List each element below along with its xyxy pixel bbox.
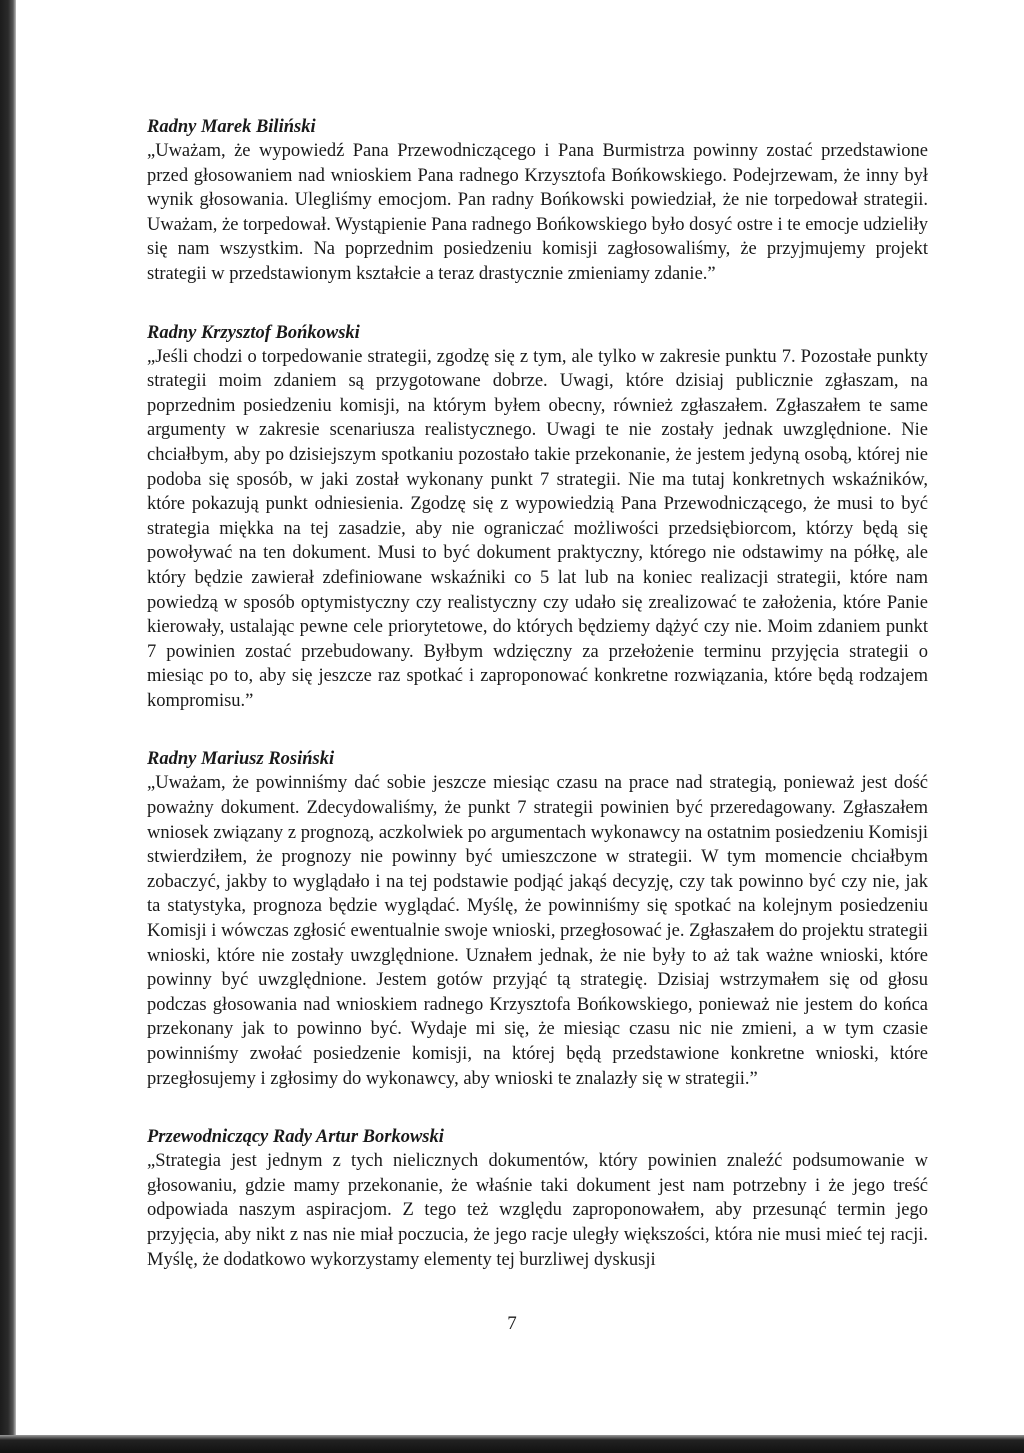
speech-text: „Jeśli chodzi o torpedowanie strategii, zgodzę się z tym, ale tylko w zakresie punktu 7. Pozostałe punkty strategii moim zdaniem są przygotowane dobrze. Uwagi, które dzisiaj publicznie zgłaszam, na poprzednim posiedzeniu komisji, na którym byłem obecny, również zgłaszałem. Zgłaszałem te same argumenty w zakresie scenariusza realistycznego. Uwagi te nie zostały jednak uwzględnione. Nie chciałbym, aby po dzisiejszym spotkaniu pozostało takie przekonanie, że jestem jedyną osobą, której nie podoba się sposób, w jaki został wykonany punkt 7 strategii. Nie ma tutaj konkretnych wskaźników, które pokazują punkt odniesienia. Zgodzę się z wypowiedzią Pana Przewodniczącego, że musi to być strategia miękka na tej zasadzie, aby nie ograniczać możliwości przedsiębiorcom, którzy będą się powoływać na ten dokument. Musi to być dokument praktyczny, którego nie odstawimy na półkę, ale który będzie zawierał zdefiniowane wskaźniki co 5 lat lub na koniec realizacji strategii, które nam powiedzą w sposób optymistyczny czy realistyczny czy udało się zrealizować te założenia, które Panie kierowały, ustalając pewne cele priorytetowe, do których będziemy dążyć czy nie. Moim zdaniem punkt 7 powinien zostać przebudowany. Byłbym wdzięczny za przełożenie terminu przyjęcia strategii o miesiąc po to, aby się jeszcze raz spotkać i zaproponować konkretne rozwiązania, które będą rodzajem kompromisu.”	[147, 346, 928, 711]
speech-section	[147, 321, 928, 714]
speaker-name: Radny Mariusz Rosiński	[147, 749, 335, 770]
speaker-name: Radny Krzysztof Bońkowski	[147, 322, 360, 343]
scan-border-left	[0, 0, 16, 1453]
speaker-name: Radny Marek Biliński	[147, 117, 316, 137]
scan-border-bottom	[0, 1435, 1024, 1453]
speaker-name: Przewodniczący Rady Artur Borkowski	[147, 1127, 444, 1148]
speech-section	[147, 115, 928, 287]
page-number: 7	[507, 1313, 517, 1334]
speech-text: „Uważam, że wypowiedź Pana Przewodniczącego i Pana Burmistrza powinny zostać przedstawione przed głosowaniem nad wnioskiem Pana radnego Krzysztofa Bońkowskiego. Podejrzewam, że inny był wynik głosowania. Ulegliśmy emocjom. Pan radny Bońkowski powiedział, że nie torpedował strategii. Uważam, że torpedował. Wystąpienie Pana radnego Bońkowskiego było dosyć ostre i te emocje udzieliły się nam wszystkim. Na poprzednim posiedzeniu komisji zagłosowaliśmy, że przyjmujemy projekt strategii w przedstawionym kształcie a teraz drastycznie zmieniamy zdanie.”	[147, 141, 928, 284]
speech-section	[147, 1125, 928, 1272]
speech-text: „Uważam, że powinniśmy dać sobie jeszcze miesiąc czasu na prace nad strategią, ponieważ jest dość poważny dokument. Zdecydowaliśmy, że punkt 7 strategii powinien być przeredagowany. Zgłaszałem wniosek związany z prognozą, aczkolwiek po argumentach wykonawcy na ostatnim posiedzeniu Komisji stwierdziłem, że prognozy nie powinny być umieszczone w strategii. W tym momencie chciałbym zobaczyć, jakby to wyglądało i na tej podstawie podjąć jakąś decyzję, czy tak powinno być czy nie, jak ta statystyka, prognoza będzie wyglądać. Myślę, że powinniśmy się spotkać na kolejnym posiedzeniu Komisji i wówczas zgłosić ewentualnie swoje wnioski, przegłosować je. Zgłaszałem do projektu strategii wnioski, które nie zostały uwzględnione. Uznałem jednak, że nie były to aż tak ważne wnioski, które powinny być uwzględnione. Jestem gotów przyjąć tą strategię. Dzisiaj wstrzymałem się od głosu podczas głosowania nad wnioskiem radnego Krzysztofa Bońkowskiego, ponieważ nie jestem do końca przekonany jak to powinno być. Wydaje mi się, że miesiąc czasu nic nie zmieni, a w tym czasie powinniśmy zwołać posiedzenie komisji, na której będą przedstawione konkretne wnioski, które przegłosujemy i zgłosimy do wykonawcy, aby wnioski te znalazły się w strategii.”	[147, 773, 928, 1089]
document-page	[147, 115, 928, 1306]
speech-section	[147, 747, 928, 1091]
speech-text: „Strategia jest jednym z tych nielicznych dokumentów, który powinien znaleźć podsumowanie w głosowaniu, gdzie mamy przekonanie, że właśnie taki dokument jest nam potrzebny i że jego treść odpowiada naszym aspiracjom. Z tego też względu zaproponowałem, aby przesunąć termin jego przyjęcia, aby nikt z nas nie miał poczucia, że jego racje uległy większości, która nie musi mieć tej racji. Myślę, że dodatkowo wykorzystamy elementy tej burzliwej dyskusji	[147, 1151, 928, 1270]
